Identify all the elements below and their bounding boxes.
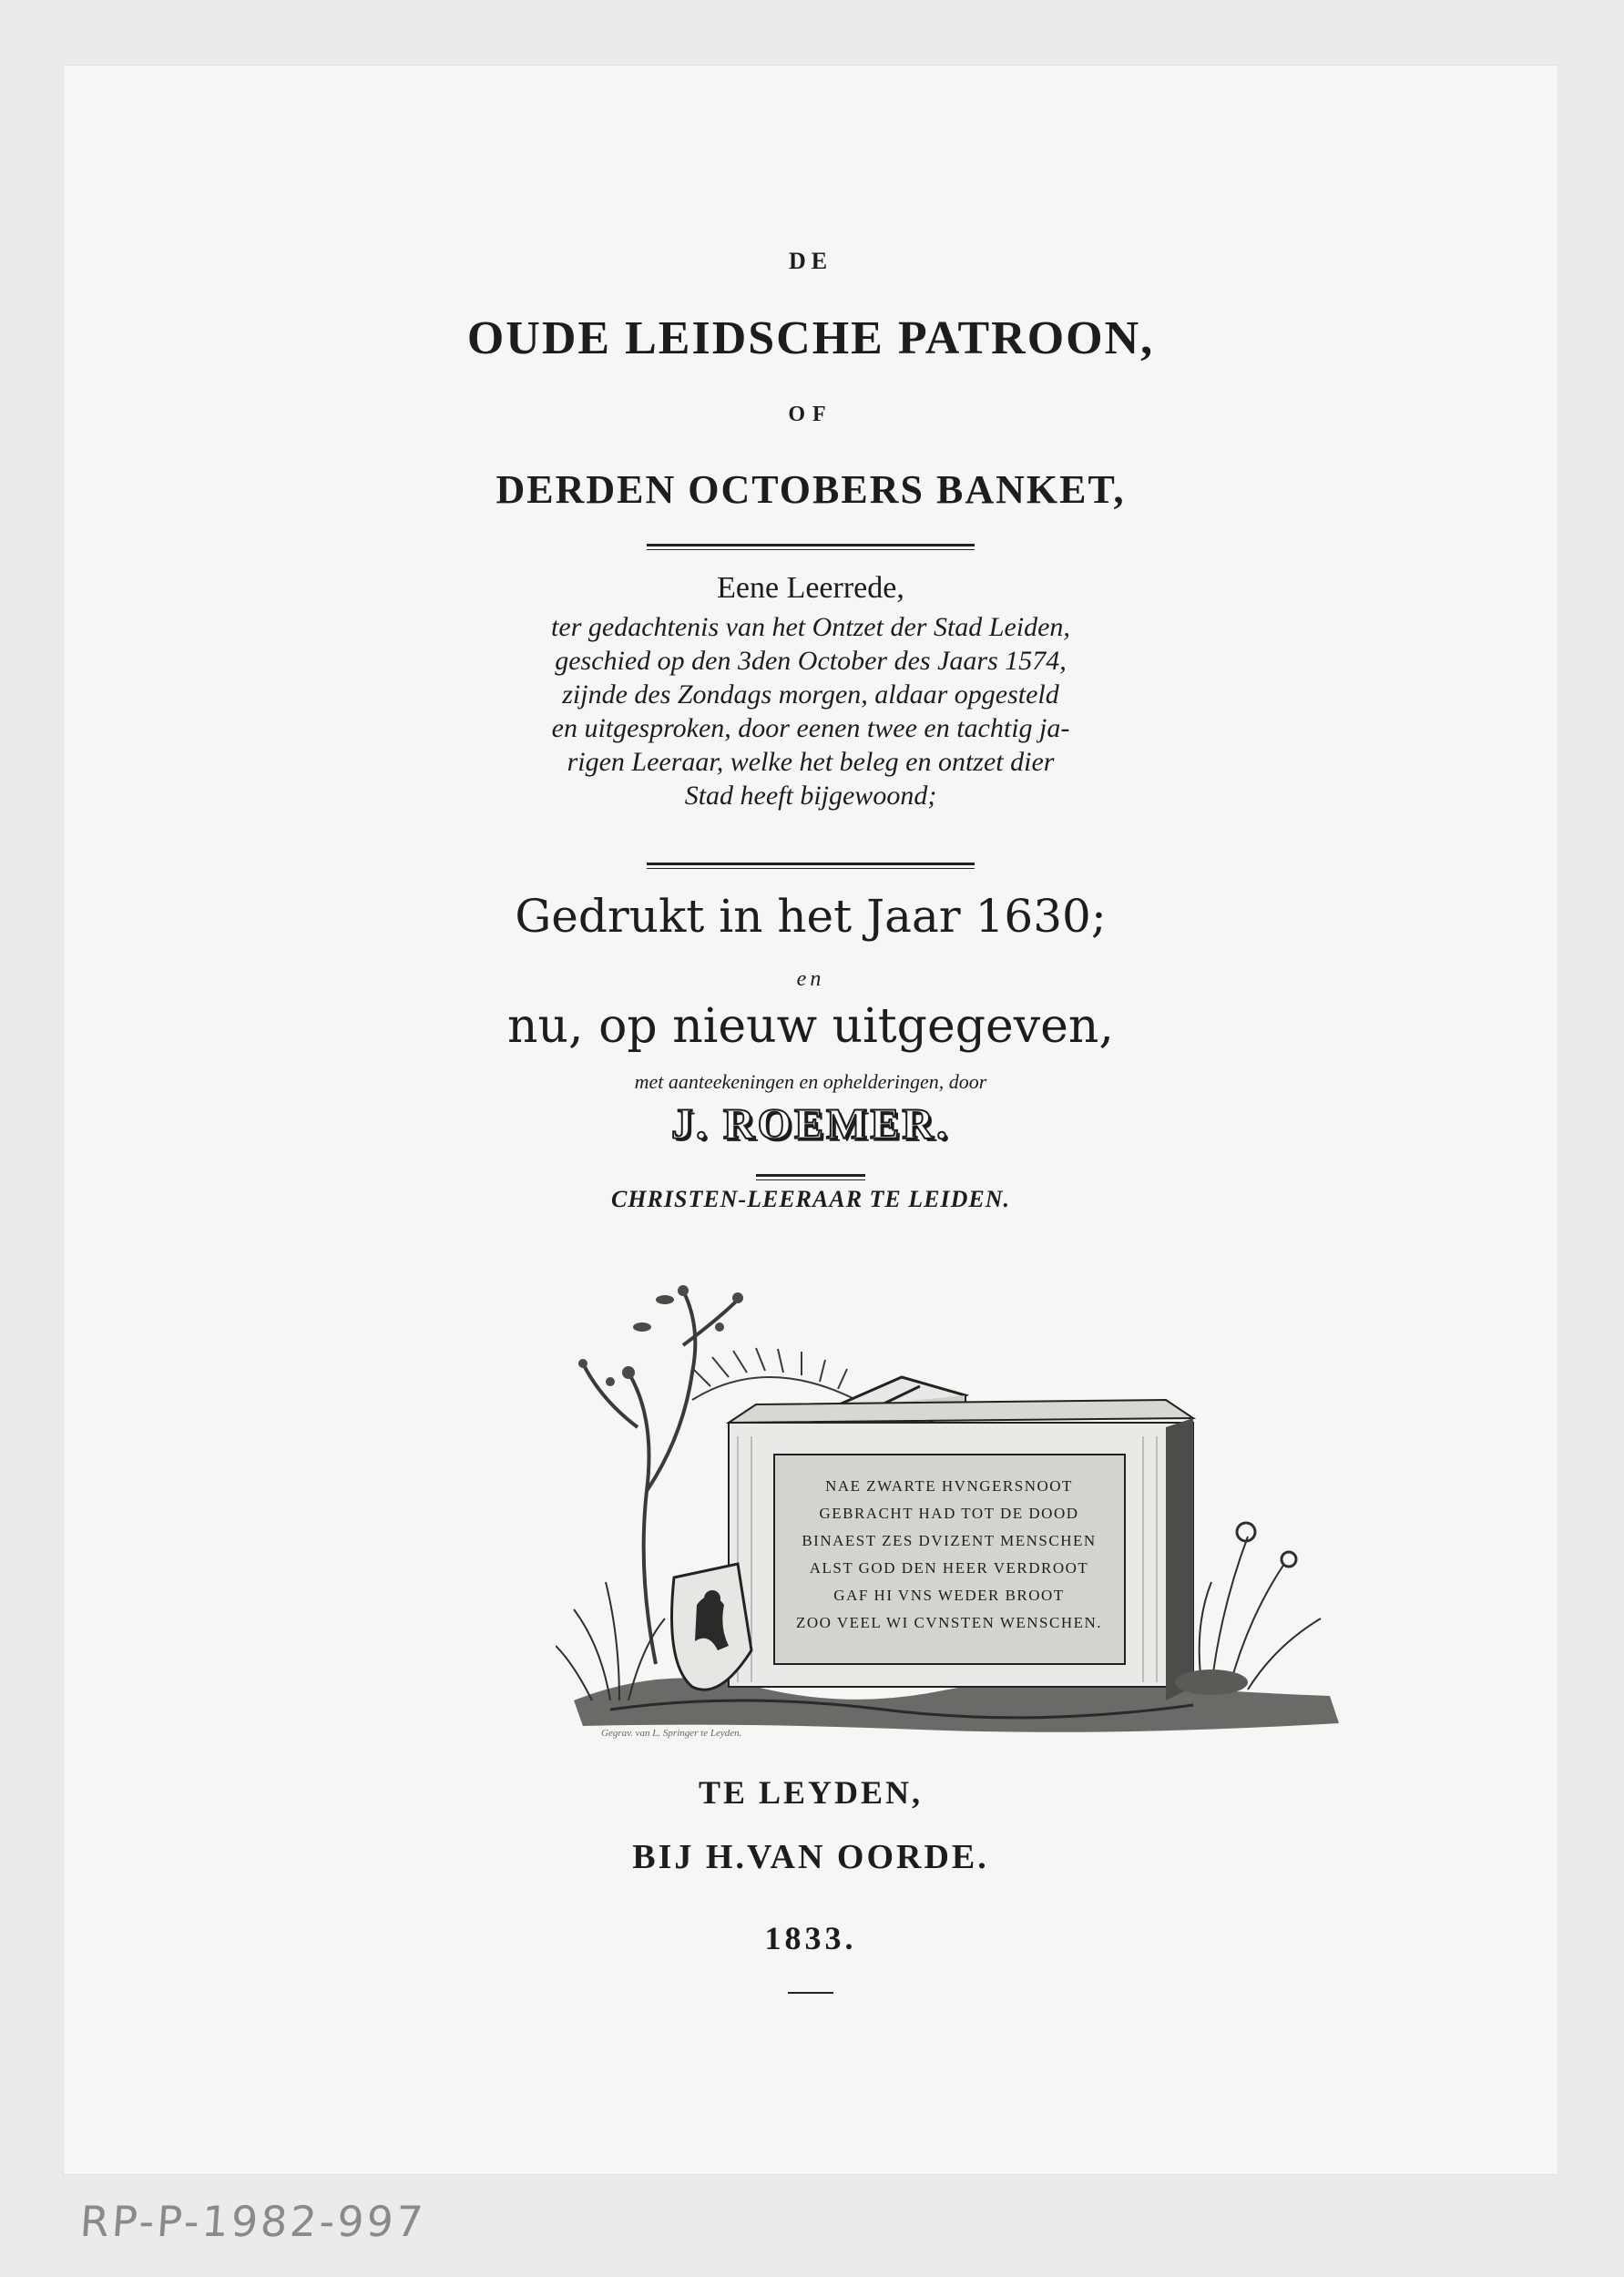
palm-illustration	[692, 1348, 856, 1400]
subtitle: Eene Leerrede,	[717, 571, 904, 605]
inscription-line: NAE ZWARTE HVNGERSNOOT	[825, 1477, 1073, 1495]
description-block	[483, 610, 1139, 812]
divider-rule	[788, 1992, 833, 1994]
inscription-line: ZOO VEEL WI CVNSTEN WENSCHEN.	[795, 1614, 1103, 1631]
inventory-number: RP-P-1982-997	[78, 2197, 427, 2246]
description-line: en uitgesproken, door eenen twee en tachtig ja-	[551, 713, 1070, 743]
inscription-line: GEBRACHT HAD TOT DE DOOD	[819, 1505, 1079, 1522]
author-title: CHRISTEN-LEERAAR TE LEIDEN.	[610, 1186, 1011, 1212]
inscription-line: BINAEST ZES DVIZENT MENSCHEN	[802, 1532, 1097, 1549]
description-line: geschied op den 3den October des Jaars 1574,	[555, 646, 1067, 676]
engraved-vignette	[556, 1190, 1348, 1737]
reissued-line: nu, op nieuw uitgegeven,	[507, 999, 1114, 1054]
divider-rule	[756, 1174, 865, 1180]
alternate-title: DERDEN OCTOBERS BANKET,	[495, 467, 1126, 512]
description-line: Stad heeft bijgewoond;	[684, 781, 937, 811]
description-line: rigen Leeraar, welke het beleg en ontzet dier	[567, 747, 1055, 777]
conjunction-line: en	[796, 967, 825, 991]
author-name: J. ROEMER.	[671, 1100, 950, 1149]
title-line-de: DE	[788, 248, 833, 274]
inscription-line: ALST GOD DEN HEER VERDROOT	[809, 1559, 1089, 1577]
imprint-publisher: BIJ H.VAN OORDE.	[632, 1838, 989, 1876]
imprint-place: TE LEYDEN,	[698, 1774, 924, 1811]
description-line: zijnde des Zondags morgen, aldaar opgesteld	[562, 679, 1059, 710]
flowers-illustration	[1200, 1537, 1321, 1690]
main-title: OUDE LEIDSCHE PATROON,	[466, 312, 1155, 364]
divider-rule	[647, 863, 975, 869]
description-line: ter gedachtenis van het Ontzet der Stad Leiden,	[551, 612, 1070, 642]
printed-line: Gedrukt in het Jaar 1630;	[515, 890, 1107, 943]
paper-sheet	[64, 66, 1558, 2174]
inscription-line: GAF HI VNS WEDER BROOT	[833, 1587, 1065, 1604]
title-line-of: OF	[788, 403, 833, 426]
stone-monument	[729, 1400, 1193, 1700]
imprint-year: 1833.	[764, 1920, 857, 1956]
notes-line: met aanteekeningen en ophelderingen, door	[634, 1070, 987, 1093]
engraver-credit: Gegrav. van L. Springer te Leyden.	[601, 1728, 742, 1739]
divider-rule	[647, 544, 975, 550]
